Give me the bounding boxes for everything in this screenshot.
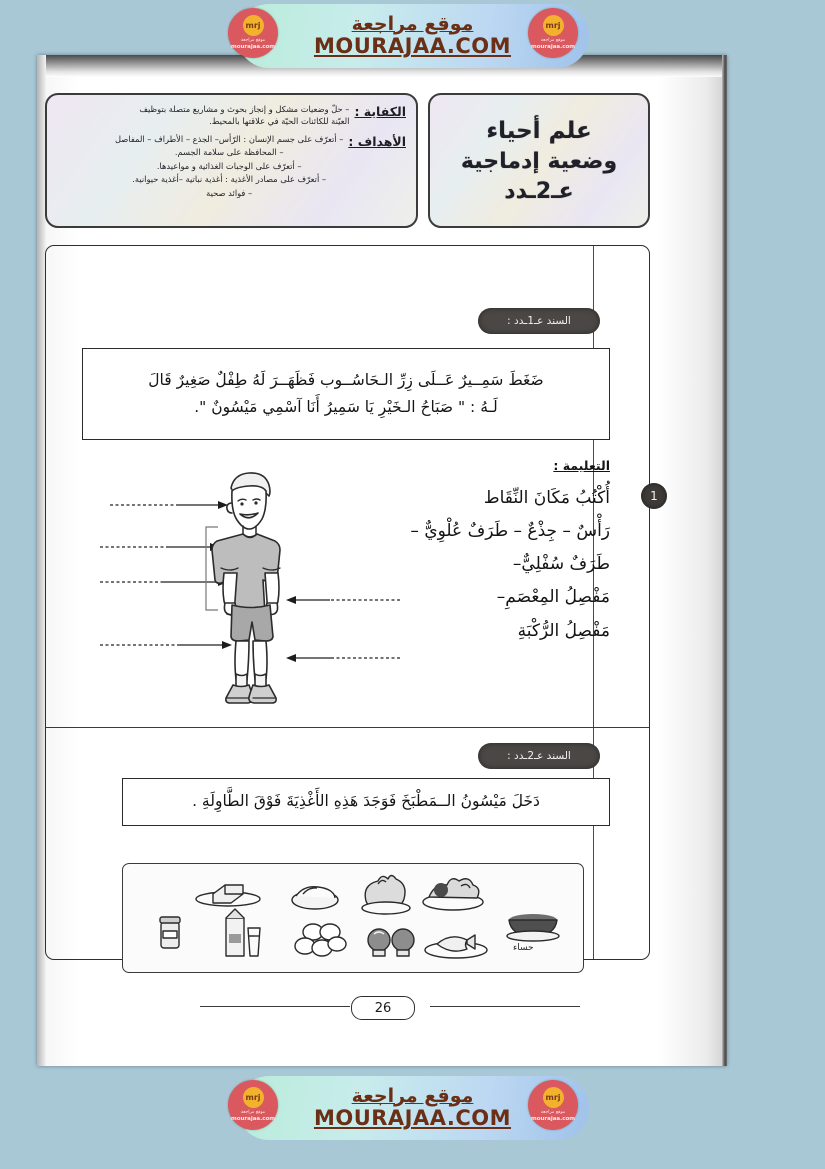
instruction-terms-line1: رَأْسٌ – جِذْعٌ – طَرَفٌ عُلْوِيٌّ – (410, 521, 610, 542)
logo-caption (531, 38, 575, 51)
logo-caption-en: mourajaa.com (530, 1115, 576, 1122)
objectives-row (55, 133, 406, 200)
brand-logo-right (528, 8, 578, 58)
pagenum-rule-left (200, 1006, 350, 1007)
brand-logo-right (528, 1080, 578, 1130)
instruction-terms-line3: مَفْصِلُ المِعْصَمِ– (496, 587, 610, 608)
passage-line: لَـهُ : " صَبَاحُ الـخَيْرِ يَا سَمِيرُ أَنَا آسْمِي مَيْسُونٌ ". (194, 398, 498, 416)
callout-arrow-icon (286, 596, 296, 604)
logo-caption (231, 1110, 275, 1123)
roast-chicken-icon (362, 876, 410, 915)
logo-caption-ar: موقع مراجعة (240, 38, 266, 44)
brand-logo-left (228, 1080, 278, 1130)
competency-label: الكفاية : (354, 104, 406, 119)
objective-item: – فوائد صحية (206, 187, 253, 198)
page-number (351, 996, 415, 1020)
food-illustrations (123, 864, 584, 973)
logo-mark-icon: mrj (543, 1087, 564, 1108)
support-2-passage (122, 778, 610, 826)
subject-title-line1: علم أحياء (486, 117, 592, 144)
exercise-number-text: 1 (650, 489, 658, 503)
logo-caption-ar: موقع مراجعة (540, 1110, 566, 1116)
instruction-title: التعليمة : (553, 458, 610, 473)
competency-row (55, 103, 406, 128)
logo-caption (231, 38, 275, 51)
subject-title-line2: وضعية إدماجية (460, 148, 618, 174)
logo-caption-ar: موقع مراجعة (540, 38, 566, 44)
instruction-command: أُكْتُبُ مَكَانَ النِّقَاط (483, 488, 610, 508)
logo-caption-en: mourajaa.com (230, 43, 276, 50)
logo-caption (531, 1110, 575, 1123)
callout-arrow-icon (222, 641, 232, 649)
support-1-label (478, 308, 600, 334)
soup-bowl-icon (507, 914, 559, 941)
logo-caption-en: mourajaa.com (530, 43, 576, 50)
support-1-label-text: السند عـ1ـدد : (507, 315, 571, 327)
page-number-text: 26 (374, 1000, 392, 1016)
objectives-label: الأهداف : (348, 133, 406, 149)
support-1-passage (82, 348, 610, 440)
watermark-arabic-text: موقع مراجعة (351, 12, 474, 35)
objective-item: – أتعرّف على مصادر الأغذية : أغذية نباتية –أغذية حيوانية. (132, 174, 327, 185)
objective-item: – أتعرّف على الوجبات الغذائية و مواعيدها. (156, 160, 302, 171)
milk-carton-and-glass-icon (226, 909, 260, 956)
support-2-label (478, 743, 600, 769)
watermark-site-url: MOURAJAA.COM (313, 34, 512, 59)
passage-line: ضَغَطَ سَمِــيرٌ عَــلَى زِرِّ الـحَاسُــوب فَظَهَــرَ لَهُ طِفْلٌ صَغِيرٌ قَالَ (148, 370, 544, 389)
competency-objectives-box (45, 93, 418, 228)
bread-loaf-icon (292, 887, 338, 909)
fish-on-plate-icon (425, 935, 487, 958)
callout-arrow-icon (286, 654, 296, 662)
fruit-preserves-jars-icon (368, 929, 414, 956)
objective-item: – المحافظة على سلامة الجسم. (174, 147, 284, 158)
salad-plate-icon (423, 879, 483, 910)
logo-mark-icon: mrj (243, 15, 264, 36)
food-items-panel (122, 863, 584, 973)
logo-caption-ar: موقع مراجعة (240, 1110, 266, 1116)
top-watermark-banner (0, 0, 825, 72)
instruction-terms-line2: طَرَفٌ سُفْلِيٌّ– (512, 554, 610, 575)
soup-label: حساء (513, 943, 534, 953)
jar-of-jam-icon (160, 917, 180, 948)
subject-title-line3: عـ2ـدد (504, 178, 574, 204)
boy-body-diagram (100, 455, 400, 720)
logo-mark-icon: mrj (243, 1087, 264, 1108)
watermark-site-url: MOURAJAA.COM (313, 1106, 512, 1131)
food-caption-cell (513, 942, 534, 953)
competency-text-line2: العيّنة للكائنات الحيّة في علاقتها بالمحيط. (209, 116, 350, 127)
objective-item: – أتعرّف على جسم الإنسان : الرّأس– الجذع – الأطراف – المفاصل (114, 133, 344, 144)
support-2-label-text: السند عـ2ـدد : (507, 750, 571, 762)
exercise-number-badge (641, 483, 667, 509)
brand-logo-left (228, 8, 278, 58)
section-divider (46, 727, 649, 728)
bottom-watermark-banner (0, 1072, 825, 1144)
passage-line: دَخَلَ مَيْسُونُ الــمَطْبَخَ فَوَجَدَ هَذِهِ الأَغْذِيَةَ فَوْقَ الطَّاوِلَةِ . (192, 792, 540, 811)
logo-mark-icon: mrj (543, 15, 564, 36)
instruction-block (395, 458, 610, 648)
instruction-terms-line4: مَفْصِلُ الرُّكْبَةِ (517, 620, 610, 641)
eggs-icon (295, 924, 346, 956)
objectives-list (115, 133, 343, 200)
pagenum-rule-right (430, 1006, 580, 1007)
competency-text-line1: – حلّ وضعيات مشكل و إنجاز بحوث و مشاريع متصلة بتوظيف (139, 104, 350, 114)
page-binding-edge (722, 55, 727, 1066)
logo-caption-en: mourajaa.com (230, 1115, 276, 1122)
watermark-arabic-text: موقع مراجعة (351, 1084, 474, 1107)
header-boxes (45, 93, 650, 228)
competency-text (139, 103, 349, 128)
subject-title-box (428, 93, 650, 228)
cheese-on-plate-icon (196, 885, 260, 906)
